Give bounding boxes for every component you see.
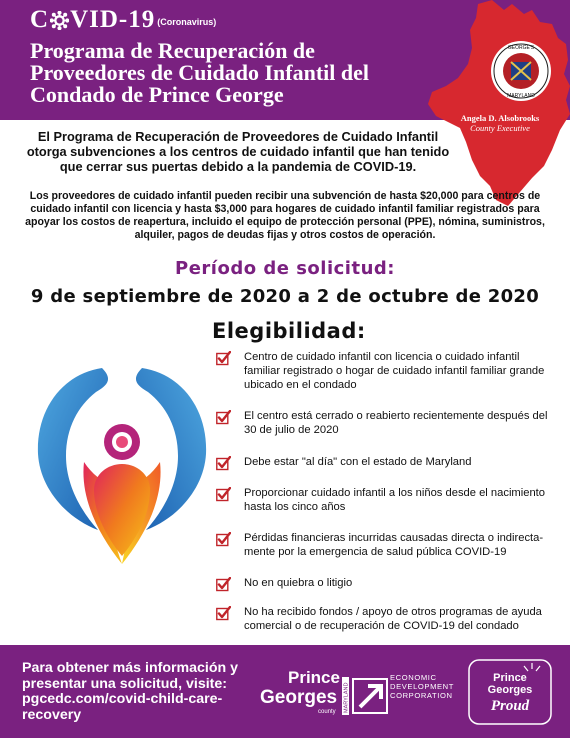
checkbox-checked-icon — [216, 487, 231, 502]
covid-title-rest: VID-19 — [70, 6, 156, 33]
checkbox-checked-icon — [216, 351, 231, 366]
svg-text:Proud: Proud — [490, 698, 530, 714]
details-paragraph: Los proveedores de cuidado infantil pueden recibir una subvención de hasta $20,000 para centros de cuidado infantil con licencia y hasta $3,000 para hogares de cuidado infantil familiar registrados para apoyar los costos de reapertura, incluido el equipo de protección personal (PPE), nómina, suministros, alquiler, pagos de deudas fijas y otros costos de operación. — [25, 190, 545, 241]
eligibility-item-text: Centro de cuidado infantil con licencia o cuidado infantil familiar registrado o hogar de cuidado infantil familiar grande ubicado en el condado — [244, 351, 545, 391]
svg-text:county: county — [318, 709, 336, 715]
child-care-hands-logo-icon — [32, 358, 212, 570]
eligibility-title: Elegibilidad: — [212, 319, 366, 343]
eligibility-item — [216, 486, 556, 514]
eligibility-item — [216, 455, 556, 469]
covid-subtitle: (Coronavirus) — [157, 17, 217, 27]
covid-title-c: C — [30, 6, 50, 33]
eligibility-item-text: Debe estar "al día" con el estado de Maryland — [244, 456, 472, 468]
eligibility-item-text: Pérdidas financieras incurridas causadas directa o indirecta-mente por la emergencia de salud pública COVID-19 — [244, 532, 544, 558]
svg-text:GEORGE'S: GEORGE'S — [507, 45, 535, 51]
footer-info-text: Para obtener más información y presentar una solicitud, visite: pgcedc.com/covid-child-care-recovery — [22, 660, 239, 723]
checkbox-checked-icon — [216, 577, 231, 592]
eligibility-item-text: Proporcionar cuidado infantil a los niños desde el nacimiento hasta los cinco años — [244, 487, 546, 513]
svg-text:Georges: Georges — [487, 684, 533, 696]
svg-text:MARYLAND: MARYLAND — [507, 93, 535, 99]
prince-georges-proud-logo-icon — [468, 659, 552, 725]
eligibility-item-text: No en quiebra o litigio — [244, 577, 353, 589]
footer-banner — [0, 645, 570, 738]
program-title: Programa de Recuperación de Proveedores de Cuidado Infantil del Condado de Prince George — [30, 38, 369, 107]
eligibility-item-text: No ha recibido fondos / apoyo de otros programas de ayuda comercial o de recuperación de COVID-19 del condado — [244, 606, 542, 632]
intro-paragraph: El Programa de Recuperación de Proveedores de Cuidado Infantil otorga subvenciones a los centros de cuidado infantil que han tenido que cerrar sus puertas debido a la pandemia de COVID-19. — [26, 129, 450, 174]
svg-text:Prince: Prince — [493, 672, 527, 684]
checkbox-checked-icon — [216, 410, 231, 425]
edc-line-1: ECONOMIC — [390, 673, 437, 682]
eligibility-item — [216, 531, 556, 559]
checkbox-checked-icon — [216, 532, 231, 547]
application-period-label: Período de solicitud: — [175, 258, 395, 279]
edc-text — [390, 673, 454, 700]
covid-title — [30, 6, 216, 34]
prince-georges-logo-icon — [258, 663, 388, 725]
svg-text:MARYLAND: MARYLAND — [343, 682, 350, 713]
virus-icon — [50, 11, 69, 30]
county-map-icon — [420, 0, 570, 210]
checkbox-checked-icon — [216, 456, 231, 471]
eligibility-item — [216, 576, 556, 590]
eligibility-item — [216, 605, 556, 633]
svg-text:Prince: Prince — [288, 668, 340, 687]
checkbox-checked-icon — [216, 606, 231, 621]
county-seal-icon — [490, 40, 552, 102]
eligibility-item — [216, 350, 556, 392]
svg-text:Georges: Georges — [260, 687, 338, 708]
edc-line-3: CORPORATION — [390, 691, 453, 700]
eligibility-item — [216, 409, 556, 437]
application-period-dates: 9 de septiembre de 2020 a 2 de octubre de 2020 — [30, 286, 540, 307]
eligibility-item-text: El centro está cerrado o reabierto recientemente después del 30 de julio de 2020 — [244, 410, 548, 436]
executive-name: Angela D. Alsobrooks — [460, 113, 540, 123]
edc-line-2: DEVELOPMENT — [390, 682, 454, 691]
executive-title: County Executive — [470, 123, 530, 133]
